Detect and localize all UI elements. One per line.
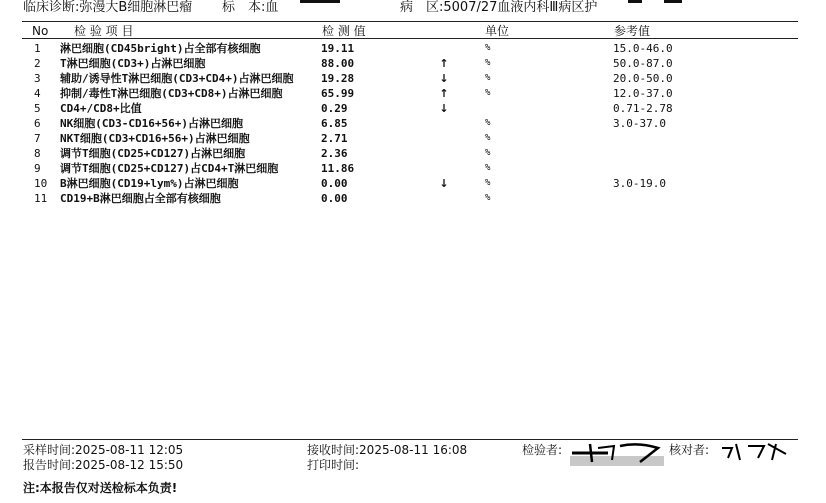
- row-item: 抑制/毒性T淋巴细胞(CD3+CD8+)占淋巴细胞: [60, 87, 283, 100]
- row-unit: %: [485, 58, 491, 68]
- table-row: [0, 41, 826, 56]
- row-item: CD4+/CD8+比值: [60, 102, 142, 115]
- row-flag: ↓: [439, 102, 449, 115]
- row-unit: %: [485, 43, 491, 53]
- ward-label: 病 区:: [400, 0, 444, 15]
- header-cut-line-right: [628, 0, 642, 3]
- row-unit: %: [485, 193, 491, 203]
- row-item: B淋巴细胞(CD19+lym%)占淋巴细胞: [60, 177, 239, 190]
- row-no: 3: [34, 72, 41, 85]
- row-value: 2.36: [321, 147, 348, 160]
- row-no: 9: [34, 162, 41, 175]
- row-reference: 50.0-87.0: [613, 57, 673, 70]
- table-row: [0, 191, 826, 206]
- row-item: 调节T细胞(CD25+CD127)占淋巴细胞: [60, 147, 246, 160]
- row-unit: %: [485, 88, 491, 98]
- row-value: 2.71: [321, 132, 348, 145]
- row-reference: 12.0-37.0: [613, 87, 673, 100]
- header-cut-line-left: [300, 0, 340, 3]
- table-row: [0, 176, 826, 191]
- table-row: [0, 101, 826, 116]
- row-value: 11.86: [321, 162, 355, 175]
- row-item: 调节T细胞(CD25+CD127)占CD4+T淋巴细胞: [60, 162, 279, 175]
- col-header-no: No: [32, 24, 49, 38]
- specimen-value: 血: [265, 0, 279, 15]
- footer-divider: [22, 439, 798, 440]
- row-flag: ↓: [439, 177, 449, 190]
- row-item: NK细胞(CD3-CD16+56+)占淋巴细胞: [60, 117, 243, 130]
- row-unit: %: [485, 148, 491, 158]
- table-row: [0, 71, 826, 86]
- row-reference: 0.71-2.78: [613, 102, 673, 115]
- reviewer-signature: [718, 440, 790, 464]
- header-cut-line-far-right: [664, 0, 682, 3]
- row-value: 19.11: [321, 42, 355, 55]
- row-item: CD19+B淋巴细胞占全部有核细胞: [60, 192, 221, 205]
- reviewer-label: 核对者:: [669, 443, 710, 457]
- row-flag: ↑: [439, 57, 449, 70]
- table-row: [0, 116, 826, 131]
- row-value: 0.00: [321, 177, 348, 190]
- row-flag: ↓: [439, 72, 449, 85]
- sample-time: 采样时间:2025-08-11 12:05: [23, 443, 184, 457]
- row-item: 淋巴细胞(CD45bright)占全部有核细胞: [60, 42, 261, 55]
- row-reference: 3.0-37.0: [613, 117, 666, 130]
- row-item: 辅助/诱导性T淋巴细胞(CD3+CD4+)占淋巴细胞: [60, 72, 294, 85]
- row-reference: 20.0-50.0: [613, 72, 673, 85]
- row-unit: %: [485, 118, 491, 128]
- table-row: [0, 146, 826, 161]
- row-unit: %: [485, 163, 491, 173]
- disclaimer-note: 注:本报告仅对送检标本负责!: [23, 481, 178, 495]
- row-value: 65.99: [321, 87, 355, 100]
- column-header-divider: [22, 38, 798, 39]
- print-time: 打印时间:: [307, 458, 360, 472]
- row-value: 6.85: [321, 117, 348, 130]
- ward-value: 5007/27血液内科Ⅲ病区护: [443, 0, 598, 15]
- row-reference: 3.0-19.0: [613, 177, 666, 190]
- row-unit: %: [485, 73, 491, 83]
- row-reference: 15.0-46.0: [613, 42, 673, 55]
- col-header-value: 检 测 值: [322, 24, 366, 38]
- header-divider: [22, 21, 798, 22]
- row-no: 4: [34, 87, 41, 100]
- row-value: 0.00: [321, 192, 348, 205]
- row-value: 88.00: [321, 57, 355, 70]
- row-unit: %: [485, 133, 491, 143]
- diagnosis-value: 弥漫大B细胞淋巴瘤: [79, 0, 193, 15]
- row-no: 6: [34, 117, 41, 130]
- row-no: 8: [34, 147, 41, 160]
- col-header-unit: 单位: [485, 24, 510, 38]
- col-header-reference: 参考值: [614, 24, 651, 38]
- receive-time: 接收时间:2025-08-11 16:08: [307, 443, 468, 457]
- table-row: [0, 86, 826, 101]
- specimen: [222, 0, 278, 16]
- row-flag: ↑: [439, 87, 449, 100]
- row-unit: %: [485, 178, 491, 188]
- row-no: 1: [34, 42, 41, 55]
- col-header-item: 检 验 项 目: [74, 24, 134, 38]
- inspector-signature: [568, 440, 666, 466]
- row-no: 7: [34, 132, 41, 145]
- row-no: 2: [34, 57, 41, 70]
- report-time: 报告时间:2025-08-12 15:50: [23, 458, 184, 472]
- specimen-label: 标 本:: [222, 0, 266, 15]
- row-no: 5: [34, 102, 41, 115]
- table-row: [0, 161, 826, 176]
- row-no: 10: [34, 177, 48, 190]
- table-row: [0, 56, 826, 71]
- row-item: T淋巴细胞(CD3+)占淋巴细胞: [60, 57, 206, 70]
- row-no: 11: [34, 192, 48, 205]
- table-row: [0, 131, 826, 146]
- diagnosis-label: 临床诊断:: [23, 0, 80, 15]
- row-value: 19.28: [321, 72, 355, 85]
- ward: [400, 0, 597, 16]
- diagnosis: [23, 0, 192, 16]
- inspector-label: 检验者:: [522, 443, 563, 457]
- row-item: NKT细胞(CD3+CD16+56+)占淋巴细胞: [60, 132, 250, 145]
- row-value: 0.29: [321, 102, 348, 115]
